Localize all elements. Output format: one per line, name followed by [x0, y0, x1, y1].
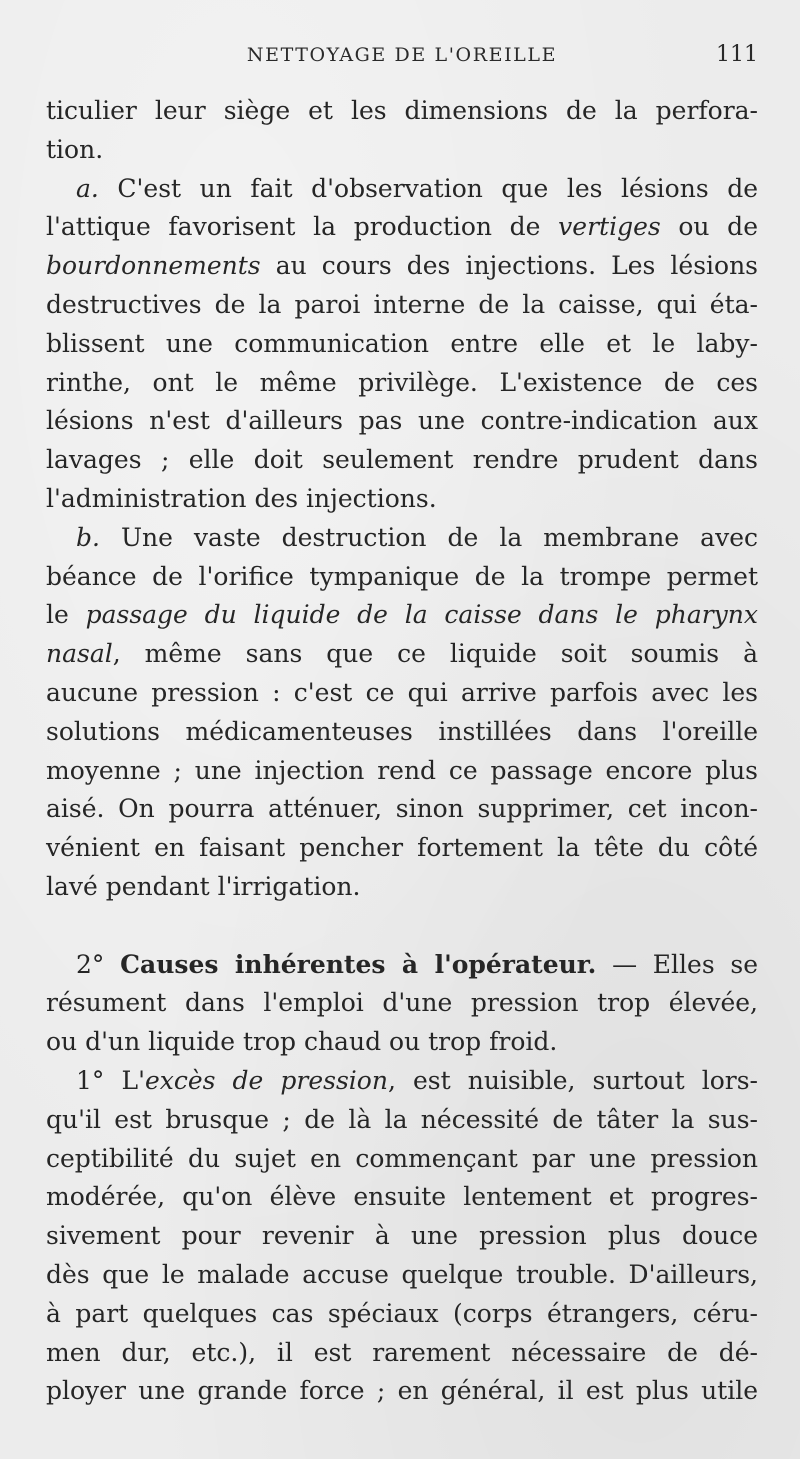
text-line-7: blissent une communication entre elle et le laby-: [46, 328, 758, 358]
text-line-5: bourdonnements au cours des injections. Les lésions: [46, 251, 758, 281]
text-line-15: nasal, même sans que ce liquide soit soumis à: [46, 639, 758, 669]
bold-phrase: Causes inhérentes à l'opérateur.: [120, 949, 597, 979]
text-line-28: modérée, qu'on élève ensuite lentement et progres-: [46, 1182, 758, 1212]
italic-phrase: bourdonnements: [46, 251, 261, 281]
text-line-25: 1° L'excès de pression, est nuisible, surtout lors-: [76, 1065, 759, 1095]
italic-phrase: excès de pression: [144, 1065, 388, 1095]
text-line-27: ceptibilité du sujet en commençant par une pression: [46, 1143, 758, 1173]
text-line-13: béance de l'orifice tympanique de la trompe permet: [46, 561, 758, 591]
italic-phrase: b.: [76, 522, 100, 552]
text-line-8: rinthe, ont le même privilège. L'existence de ces: [46, 367, 758, 397]
text-line-9: lésions n'est d'ailleurs pas une contre-indication aux: [46, 406, 758, 436]
text-line-22: 2° Causes inhérentes à l'opérateur. — Elles se: [76, 949, 758, 979]
running-head: [46, 44, 758, 74]
text-line-16: aucune pression : c'est ce qui arrive parfois avec les: [46, 677, 758, 707]
italic-phrase: passage du liquide de la caisse dans le pharynx: [85, 600, 758, 630]
text-line-12: b. Une vaste destruction de la membrane avec: [76, 522, 758, 552]
text-line-3: a. C'est un fait d'observation que les lésions de: [76, 173, 758, 203]
text-line-17: solutions médicamenteuses instillées dans l'oreille: [46, 716, 758, 746]
text-line-18: moyenne ; une injection rend ce passage encore plus: [46, 755, 758, 785]
text-line-20: vénient en faisant pencher fortement la tête du côté: [46, 833, 758, 863]
text-line-21: lavé pendant l'irrigation.: [46, 871, 361, 901]
text-line-10: lavages ; elle doit seulement rendre prudent dans: [46, 445, 758, 475]
text-line-1: ticulier leur siège et les dimensions de la perfora-: [46, 96, 758, 125]
body-text: [46, 92, 758, 1411]
text-line-19: aisé. On pourra atténuer, sinon supprimer, cet incon-: [46, 794, 758, 824]
page-number: 111: [716, 42, 758, 67]
text-line-29: sivement pour revenir à une pression plus douce: [46, 1221, 758, 1251]
text-line-26: qu'il est brusque ; de là la nécessité de tâter la sus-: [46, 1104, 758, 1134]
italic-phrase: nasal: [46, 639, 113, 669]
text-line-24: ou d'un liquide trop chaud ou trop froid.: [46, 1027, 558, 1057]
text-line-32: men dur, etc.), il est rarement nécessaire de dé-: [46, 1337, 758, 1367]
text-line-4: l'attique favorisent la production de vertiges ou de: [46, 212, 758, 242]
italic-phrase: a.: [76, 173, 99, 203]
running-title: NETTOYAGE DE L'OREILLE: [246, 44, 558, 66]
text-line-2: tion.: [46, 134, 104, 164]
text-line-14: le passage du liquide de la caisse dans le pharynx: [46, 600, 758, 630]
text-line-30: dès que le malade accuse quelque trouble. D'ailleurs,: [46, 1259, 758, 1289]
text-line-33: ployer une grande force ; en général, il est plus utile: [46, 1376, 758, 1406]
text-line-31: à part quelques cas spéciaux (corps étrangers, céru-: [46, 1298, 758, 1328]
italic-phrase: vertiges: [558, 212, 661, 242]
section-gap: [46, 907, 758, 946]
text-line-11: l'administration des injections.: [46, 483, 437, 513]
text-line-6: destructives de la paroi interne de la caisse, qui éta-: [46, 289, 758, 319]
text-line-23: résument dans l'emploi d'une pression trop élevée,: [46, 988, 758, 1018]
